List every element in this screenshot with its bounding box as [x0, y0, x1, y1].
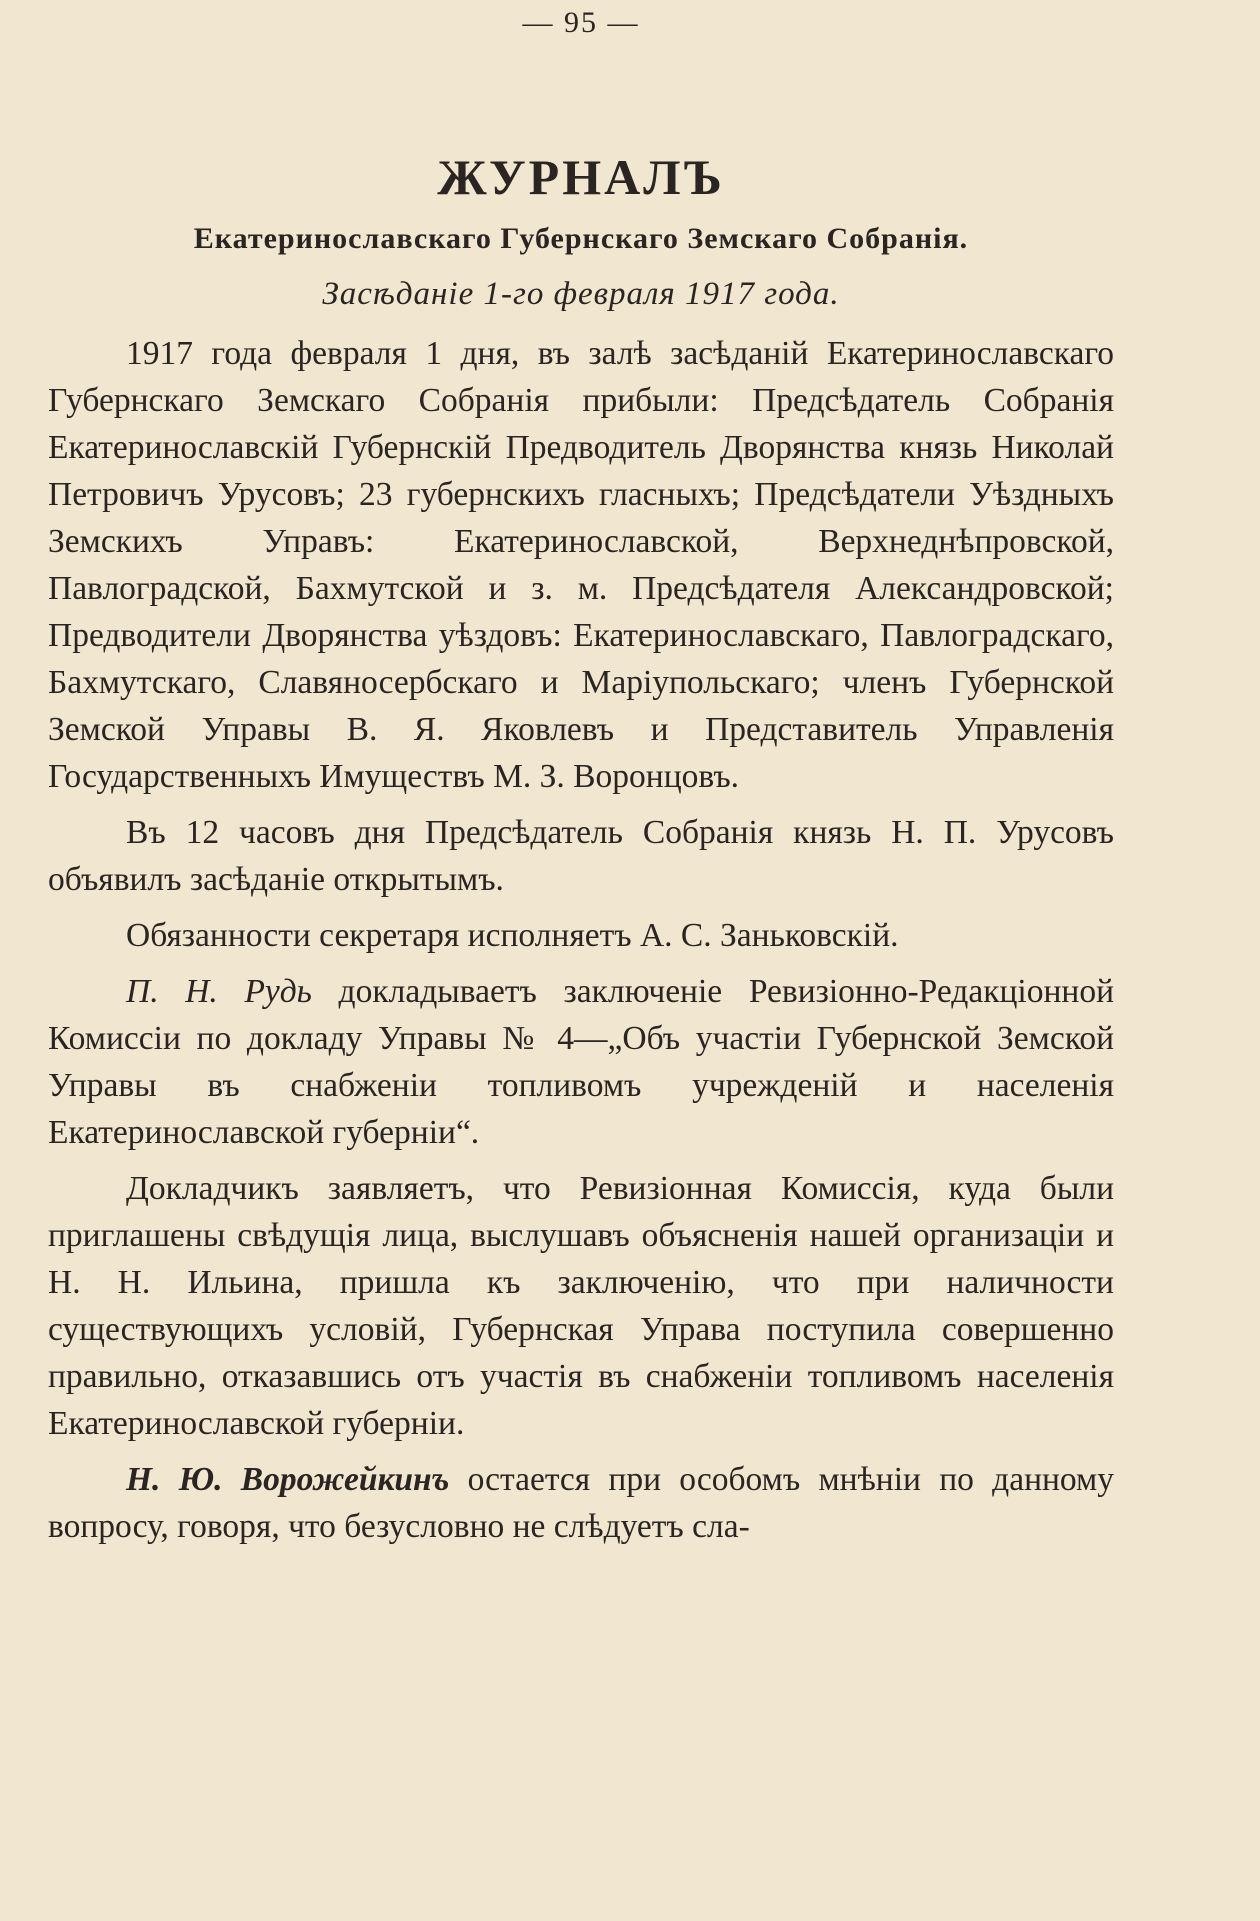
page-number: — 95 —	[522, 6, 640, 39]
paragraph-opening	[48, 809, 1114, 903]
document-title: ЖУРНАЛЪ	[437, 149, 725, 205]
paragraph-report	[48, 968, 1114, 1156]
session-date: Засѣданіе 1-го февраля 1917 года.	[322, 276, 840, 312]
document-subtitle: Екатеринославскаго Губернскаго Земскаго Собранія.	[193, 222, 969, 255]
document-body	[48, 330, 1114, 1559]
paragraph-text: докладываетъ заключеніе Ревизіонно-Редакціонной Комиссіи по докладу Управы № 4—„Объ участіи Губернской Земской Управы въ снабженіи топливомъ учрежденій и населенія Екатеринославской губерніи“.	[48, 973, 1114, 1151]
speaker-name: П. Н. Рудь	[126, 973, 312, 1010]
document-page	[48, 0, 1114, 1921]
paragraph-text: Докладчикъ заявляетъ, что Ревизіонная Комиссія, куда были приглашены свѣдущія лица, выслушавъ объясненія нашей организаціи и Н. Н. Ильина, пришла къ заключенію, что при наличности существующихъ условій, Губернская Управа поступила совершенно правильно, отказавшись отъ участія въ снабженіи топливомъ населенія Екатеринославской губерніи.	[48, 1170, 1114, 1442]
paragraph-conclusion	[48, 1165, 1114, 1447]
paragraph-text: остается при особомъ мнѣніи по данному вопросу, говоря, что безусловно не слѣдуетъ сла-	[48, 1461, 1114, 1545]
paragraph-dissent	[48, 1456, 1114, 1550]
paragraph-text: Обязанности секретаря исполняетъ А. С. Заньковскій.	[126, 917, 899, 954]
speaker-name: Н. Ю. Ворожейкинъ	[126, 1461, 450, 1498]
paragraph-secretary	[48, 912, 1114, 959]
paragraph-text: 1917 года февраля 1 дня, въ залѣ засѣданій Екатеринославскаго Губернскаго Земскаго Собранія прибыли: Предсѣдатель Собранія Екатеринославскій Губернскій Предводитель Дворянства князь Николай Петровичъ Урусовъ; 23 губернскихъ гласныхъ; Предсѣдатели Уѣздныхъ Земскихъ Управъ: Екатеринославской, Верхнеднѣпровской, Павлоградской, Бахмутской и з. м. Предсѣдателя Александровской; Предводители Дворянства уѣздовъ: Екатеринославскаго, Павлоградскаго, Бахмутскаго, Славяносербскаго и Маріупольскаго; членъ Губернской Земской Управы В. Я. Яковлевъ и Представитель Управленія Государственныхъ Имуществъ М. З. Воронцовъ.	[48, 335, 1114, 795]
paragraph-text: Въ 12 часовъ дня Предсѣдатель Собранія князь Н. П. Урусовъ объявилъ засѣданіе открытымъ.	[48, 814, 1114, 898]
paragraph-attendance	[48, 330, 1114, 800]
